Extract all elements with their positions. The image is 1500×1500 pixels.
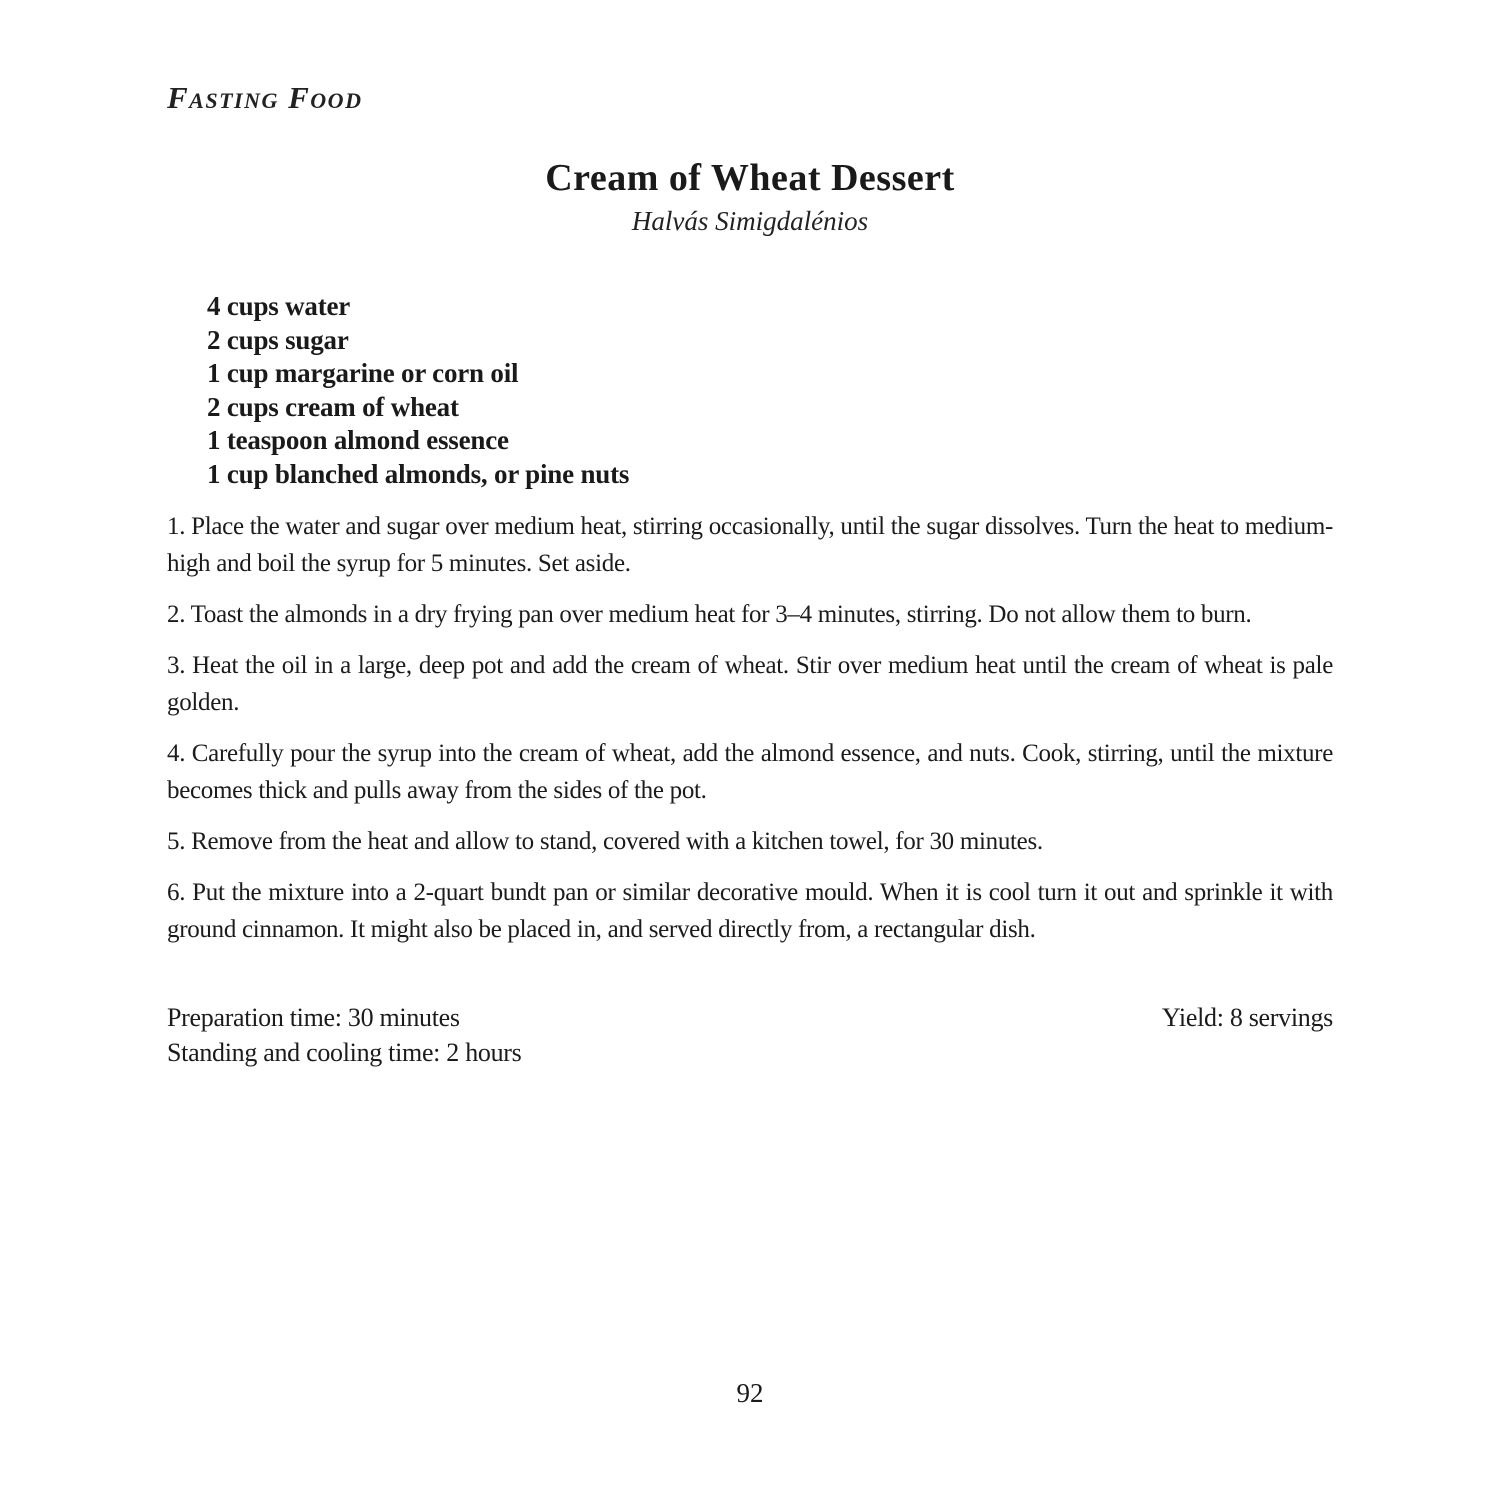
ingredient-item: 4 cups water [207, 291, 351, 321]
title-block [0, 156, 1500, 237]
meta-row [167, 1000, 1333, 1035]
ingredient-item: 1 cup blanched almonds, or pine nuts [207, 458, 630, 489]
step-paragraph: 5. Remove from the heat and allow to stand, covered with a kitchen towel, for 30 minutes. [167, 828, 1043, 855]
step-paragraph: 4. Carefully pour the syrup into the cream of wheat, add the almond essence, and nuts. Cook, stirring, until the mixture becomes thick and pulls away from the sides of the pot. [167, 740, 1333, 804]
running-header: Fasting Food [167, 80, 363, 115]
recipe-title: Cream of Wheat Dessert [545, 157, 955, 199]
ingredient-item: 1 teaspoon almond essence [207, 425, 509, 455]
recipe-subtitle: Halvás Simigdalénios [631, 206, 869, 236]
ingredient-item: 1 cup margarine or corn oil [207, 358, 519, 388]
ingredient-item: 2 cups cream of wheat [207, 391, 459, 422]
instructions [167, 508, 1333, 962]
step-paragraph: 1. Place the water and sugar over medium heat, stirring occasionally, until the sugar dissolves. Turn the heat to medium-high and boil the syrup for 5 minutes. Set aside. [167, 513, 1333, 577]
standing-time: Standing and cooling time: 2 hours [167, 1038, 522, 1067]
step-paragraph: 3. Heat the oil in a large, deep pot and add the cream of wheat. Stir over medium heat until the cream of wheat is pale golden. [167, 652, 1333, 716]
prep-time: Preparation time: 30 minutes [167, 1003, 460, 1032]
step-paragraph: 2. Toast the almonds in a dry frying pan over medium heat for 3–4 minutes, stirring. Do not allow them to burn. [167, 601, 1252, 628]
meta-row [167, 1035, 1333, 1070]
ingredient-item: 2 cups sugar [207, 324, 349, 355]
recipe-meta [167, 1000, 1333, 1070]
ingredients-list [207, 290, 629, 491]
step-paragraph: 6. Put the mixture into a 2-quart bundt pan or similar decorative mould. When it is cool turn it out and sprinkle it with ground cinnamon. It might also be placed in, and served directly from, a rectangular dish. [167, 879, 1333, 943]
yield: Yield: 8 servings [1161, 1003, 1333, 1032]
page-number: 92 [736, 1378, 764, 1408]
